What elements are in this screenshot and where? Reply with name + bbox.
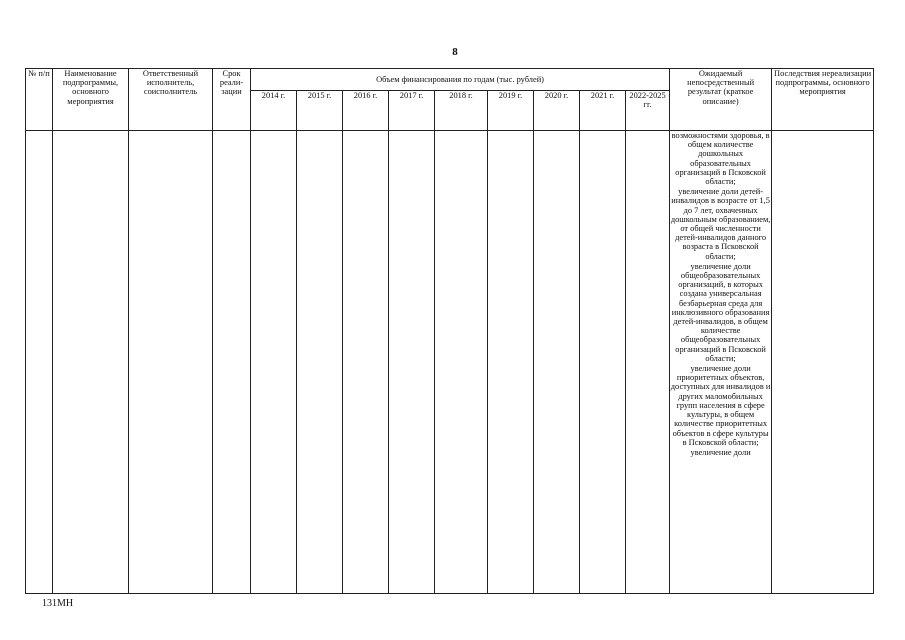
cell-year (251, 131, 297, 594)
header-funding: Объем финансирования по годам (тыс. рублей) (251, 69, 670, 91)
header-expected-result: Ожидаемый непосредственный результат (краткое описание) (670, 69, 772, 131)
cell-year (297, 131, 343, 594)
header-num: № п/п (26, 69, 53, 131)
cell-year (534, 131, 580, 594)
cell-term (213, 131, 251, 594)
result-paragraph: увеличение доли (690, 447, 751, 457)
header-year: 2015 г. (297, 91, 343, 131)
cell-consequences (772, 131, 874, 594)
header-responsible: Ответственный исполнитель, соисполнитель (129, 69, 213, 131)
cell-year (435, 131, 488, 594)
header-year: 2014 г. (251, 91, 297, 131)
cell-year (626, 131, 670, 594)
header-year: 2021 г. (580, 91, 626, 131)
cell-name (53, 131, 129, 594)
header-year: 2016 г. (343, 91, 389, 131)
header-year: 2017 г. (389, 91, 435, 131)
header-year: 2018 г. (435, 91, 488, 131)
result-paragraph: возможностями здоровья, в общем количестве дошкольных образовательных организаций в Псковской области; (671, 131, 770, 187)
header-consequences: Последствия нереализации подпрограммы, основного мероприятия (772, 69, 874, 131)
footer-code: 131МН (42, 598, 74, 609)
header-year: 2020 г. (534, 91, 580, 131)
cell-year (580, 131, 626, 594)
cell-num (26, 131, 53, 594)
cell-expected-result (670, 131, 772, 594)
result-paragraph: увеличение доли приоритетных объектов, доступных для инвалидов и других маломобильных групп населения в сфере культуры, в общем количестве приоритетных объектов в сфере культуры в Псковской области; (670, 364, 771, 447)
header-year: 2019 г. (488, 91, 534, 131)
header-term: Срок реали-зации (213, 69, 251, 131)
header-name: Наименование подпрограммы, основного мероприятия (53, 69, 129, 131)
table-row (26, 131, 874, 594)
cell-year (389, 131, 435, 594)
funding-table (25, 68, 874, 594)
cell-year (488, 131, 534, 594)
cell-year (343, 131, 389, 594)
header-year: 2022-2025 гг. (626, 91, 670, 131)
page-number: 8 (452, 46, 458, 58)
cell-responsible (129, 131, 213, 594)
result-paragraph: увеличение доли детей-инвалидов в возрасте от 1,5 до 7 лет, охваченных дошкольным образованием, от общей численности детей-инвалидов данного возраста в Псковской области; (670, 187, 771, 261)
result-paragraph: увеличение доли общеобразовательных организаций, в которых создана универсальная безбарьерная среда для инклюзивного образования детей-инвалидов, в общем количестве общеобразовательных организаций в Псковской области; (671, 261, 770, 363)
